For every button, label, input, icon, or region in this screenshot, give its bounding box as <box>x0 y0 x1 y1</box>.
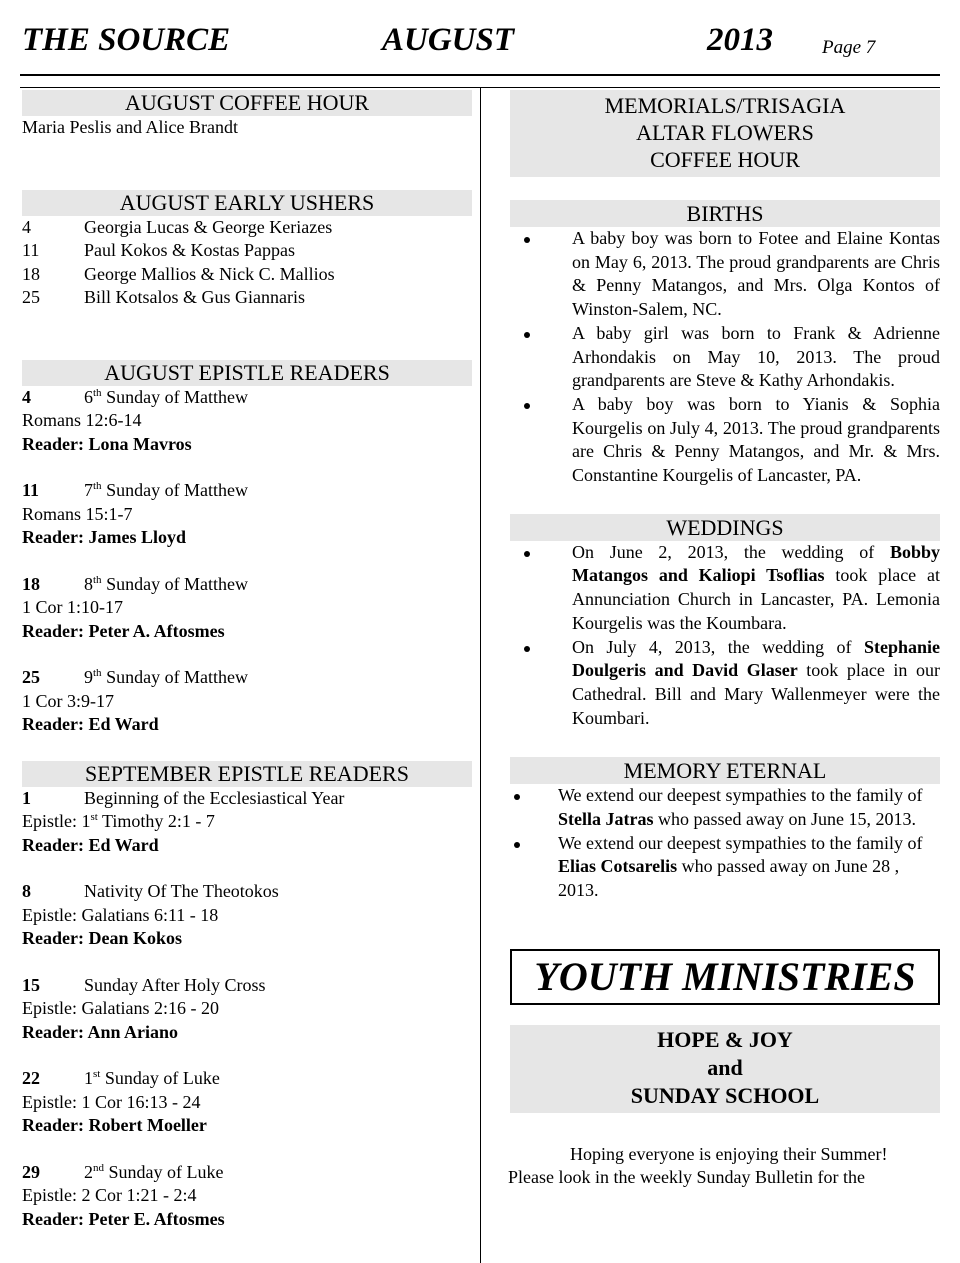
epistle-text: Epistle: 1 Cor 16:13 - 24 <box>22 1091 201 1112</box>
sunday-school-heading: SUNDAY SCHOOL <box>630 1082 820 1108</box>
wedding-item <box>510 636 940 731</box>
birth-text: A baby boy was born to Fotee and Elaine Kontas on May 6, 2013. The proud grandparents are Chris & Penny Matangos, and Mrs. Olga Kontos of Winston-Salem, NC. <box>572 228 940 320</box>
reading-day <box>22 880 472 904</box>
reading-ordinal: 9 <box>84 667 93 687</box>
reading-ordinal-suffix: th <box>93 480 102 492</box>
reading-epistle <box>22 904 472 928</box>
spacer <box>22 857 472 880</box>
reading-ordinal: 1 <box>84 1068 93 1088</box>
reading-epistle: 1 Cor 3:9-17 <box>22 690 114 711</box>
youth-ministries-banner: YOUTH MINISTRIES <box>510 949 940 1005</box>
usher-row <box>22 263 472 287</box>
reader-name: Reader: Lona Mavros <box>22 433 192 454</box>
birth-item <box>510 227 940 322</box>
reading-epistle <box>22 810 472 834</box>
spacer <box>22 1138 472 1161</box>
usher-names: Georgia Lucas & George Keriazes <box>84 216 333 237</box>
reading-ordinal-suffix: st <box>93 1068 101 1080</box>
epistle-suffix: st <box>90 811 98 823</box>
memory-text: who passed away on June 28 , 2013. <box>558 856 900 901</box>
births-heading: BIRTHS <box>510 200 940 227</box>
reading-date: 1 <box>22 787 31 808</box>
memory-item <box>510 784 940 831</box>
reading-day <box>22 666 472 690</box>
coffee-hour-heading: AUGUST COFFEE HOUR <box>22 90 472 116</box>
memory-text: We extend our deepest sympathies to the family of <box>558 785 923 806</box>
ushers-list <box>22 216 472 310</box>
reading-epistle <box>22 997 472 1021</box>
reading-ordinal-suffix: th <box>93 573 102 586</box>
youth-text-line: Hoping everyone is enjoying their Summer! <box>570 1143 888 1164</box>
page-header <box>22 22 942 66</box>
reading-epistle <box>22 1091 472 1115</box>
wedding-text: On July 4, 2013, the wedding of <box>572 636 864 657</box>
reading-day <box>22 573 472 597</box>
epistle-text: Epistle: 2 Cor 1:21 - 2:4 <box>22 1185 197 1205</box>
august-readers-list <box>22 386 472 760</box>
spacer <box>22 737 472 760</box>
weddings-heading: WEDDINGS <box>510 514 940 541</box>
reading-sunday: Nativity Of The Theotokos <box>84 881 279 901</box>
birth-text: A baby girl was born to Frank & Adrienne Arhondakis on May 10, 2013. The proud grandparents are Steve & Kathy Arhondakis. <box>572 322 940 391</box>
september-readers-list <box>22 787 472 1232</box>
header-year: 2013 <box>707 22 773 58</box>
reading-epistle: 1 Cor 1:10-17 <box>22 597 123 617</box>
youth-text-line: Please look in the weekly Sunday Bulletin for the <box>508 1167 865 1188</box>
reader-name: Reader: Peter E. Aftosmes <box>22 1208 225 1229</box>
reader-name: Reader: James Lloyd <box>22 527 186 547</box>
reading-sunday: Sunday After Holy Cross <box>84 974 266 995</box>
reading-day <box>22 479 472 503</box>
wedding-text: took place at Annunciation Church in Lancaster, PA. Lemonia Kourgelis was the Koumbara. <box>572 565 940 633</box>
usher-names: Paul Kokos & Kostas Pappas <box>84 240 295 260</box>
reading-sunday: Sunday of Matthew <box>101 480 249 500</box>
epistle-text: Epistle: Galatians 2:16 - 20 <box>22 998 219 1018</box>
birth-text: A baby boy was born to Yianis & Sophia Kourgelis on July 4, 2013. The proud grandparents are Chris & Penny Matangos, and Mr. & Mrs. Constantine Kourgelis of Lancaster, PA. <box>572 393 940 486</box>
usher-names: Bill Kotsalos & Gus Giannaris <box>84 287 305 307</box>
september-readers-heading: SEPTEMBER EPISTLE READERS <box>22 761 472 787</box>
reading-sunday: Sunday of Matthew <box>101 667 249 687</box>
reading-sunday: Beginning of the Ecclesiastical Year <box>84 787 345 808</box>
usher-date: 25 <box>22 287 40 307</box>
left-column <box>22 90 472 1231</box>
usher-date: 4 <box>22 216 31 237</box>
reading-ordinal: 7 <box>84 480 93 500</box>
coffee-hour-hosts: Maria Peslis and Alice Brandt <box>22 117 238 137</box>
usher-names: George Mallios & Nick C. Mallios <box>84 263 335 284</box>
births-list <box>510 227 940 488</box>
wedding-couple: Stephanie Doulgeris and David Glaser <box>572 636 940 681</box>
newsletter-title: THE SOURCE <box>22 22 231 58</box>
header-month: AUGUST <box>382 22 515 58</box>
reader-name: Reader: Ed Ward <box>22 834 159 855</box>
reader-name: Reader: Ann Ariano <box>22 1021 179 1042</box>
reader-name: Reader: Robert Moeller <box>22 1115 207 1135</box>
memory-text: who passed away on June 15, 2013. <box>653 809 916 830</box>
hope-joy-box <box>510 1025 940 1113</box>
reading-day <box>22 1161 472 1185</box>
coffee-hour-right-heading: COFFEE HOUR <box>650 147 800 172</box>
hope-joy-heading: HOPE & JOY <box>657 1026 793 1052</box>
reading-date: 8 <box>22 881 31 901</box>
memory-name: Stella Jatras <box>558 809 654 830</box>
usher-row <box>22 239 472 263</box>
page-number: Page 7 <box>822 37 876 58</box>
reading-epistle: Romans 15:1-7 <box>22 503 133 524</box>
bullet-icon <box>524 332 530 338</box>
spacer <box>22 951 472 974</box>
reading-sunday: Sunday of Matthew <box>101 573 249 594</box>
spacer <box>22 643 472 666</box>
reading-date: 11 <box>22 480 40 500</box>
reading-epistle <box>22 1184 472 1208</box>
spacer <box>22 1044 472 1067</box>
reading-date: 29 <box>22 1161 40 1182</box>
reading-epistle: Romans 12:6-14 <box>22 410 142 430</box>
memory-name: Elias Cotsarelis <box>558 856 678 877</box>
altar-flowers-heading: ALTAR FLOWERS <box>636 120 814 145</box>
right-column <box>510 90 940 1190</box>
reading-ordinal-suffix: th <box>93 386 102 399</box>
column-divider <box>480 88 481 1263</box>
bullet-icon <box>524 237 530 243</box>
reading-day <box>22 974 472 998</box>
usher-date: 11 <box>22 240 40 260</box>
reading-sunday: Sunday of Matthew <box>101 386 249 407</box>
memory-item <box>510 832 940 903</box>
bullet-icon <box>524 403 530 409</box>
bullet-icon <box>514 842 520 848</box>
epistle-text: Epistle: 1 <box>22 811 91 831</box>
usher-date: 18 <box>22 263 40 284</box>
august-readers-heading: AUGUST EPISTLE READERS <box>22 360 472 386</box>
usher-row <box>22 286 472 310</box>
birth-item <box>510 393 940 488</box>
spacer <box>22 550 472 573</box>
usher-row <box>22 216 472 240</box>
reading-ordinal: 6 <box>84 386 93 407</box>
reading-day <box>22 386 472 410</box>
wedding-couple: Bobby Matangos and Kaliopi Tsoflias <box>572 541 940 586</box>
wedding-text: took place in our Cathedral. Bill and Mary Wallenmeyer were the Koumbari. <box>572 660 940 728</box>
reader-name: Reader: Dean Kokos <box>22 928 182 948</box>
reading-sunday: Sunday of Luke <box>104 1161 224 1182</box>
bullet-icon <box>514 794 520 800</box>
reading-date: 18 <box>22 573 40 594</box>
wedding-text: On June 2, 2013, the wedding of <box>572 541 890 562</box>
reading-date: 15 <box>22 974 40 995</box>
bullet-icon <box>524 551 530 557</box>
memory-eternal-heading: MEMORY ETERNAL <box>510 757 940 784</box>
header-rule <box>20 74 940 76</box>
hope-joy-and: and <box>707 1054 743 1080</box>
reading-date: 22 <box>22 1068 40 1088</box>
reading-ordinal: 2 <box>84 1161 93 1182</box>
birth-item <box>510 322 940 393</box>
memorials-heading: MEMORIALS/TRISAGIA <box>604 93 846 118</box>
reader-name: Reader: Peter A. Aftosmes <box>22 620 225 641</box>
reading-date: 4 <box>22 386 31 407</box>
reader-name: Reader: Ed Ward <box>22 714 159 734</box>
reading-ordinal: 8 <box>84 573 93 594</box>
reading-day <box>22 1067 472 1091</box>
reading-ordinal-suffix: nd <box>93 1161 104 1174</box>
epistle-text: Epistle: Galatians 6:11 - 18 <box>22 904 219 925</box>
memorials-box <box>510 90 940 177</box>
reading-date: 25 <box>22 667 40 687</box>
reading-day <box>22 787 472 811</box>
ushers-heading: AUGUST EARLY USHERS <box>22 190 472 216</box>
epistle-text: Timothy 2:1 - 7 <box>97 811 215 831</box>
reading-ordinal-suffix: th <box>93 667 102 679</box>
memory-text: We extend our deepest sympathies to the family of <box>558 832 923 853</box>
bullet-icon <box>524 646 530 652</box>
wedding-item <box>510 541 940 636</box>
reading-sunday: Sunday of Luke <box>100 1068 220 1088</box>
spacer <box>22 456 472 479</box>
